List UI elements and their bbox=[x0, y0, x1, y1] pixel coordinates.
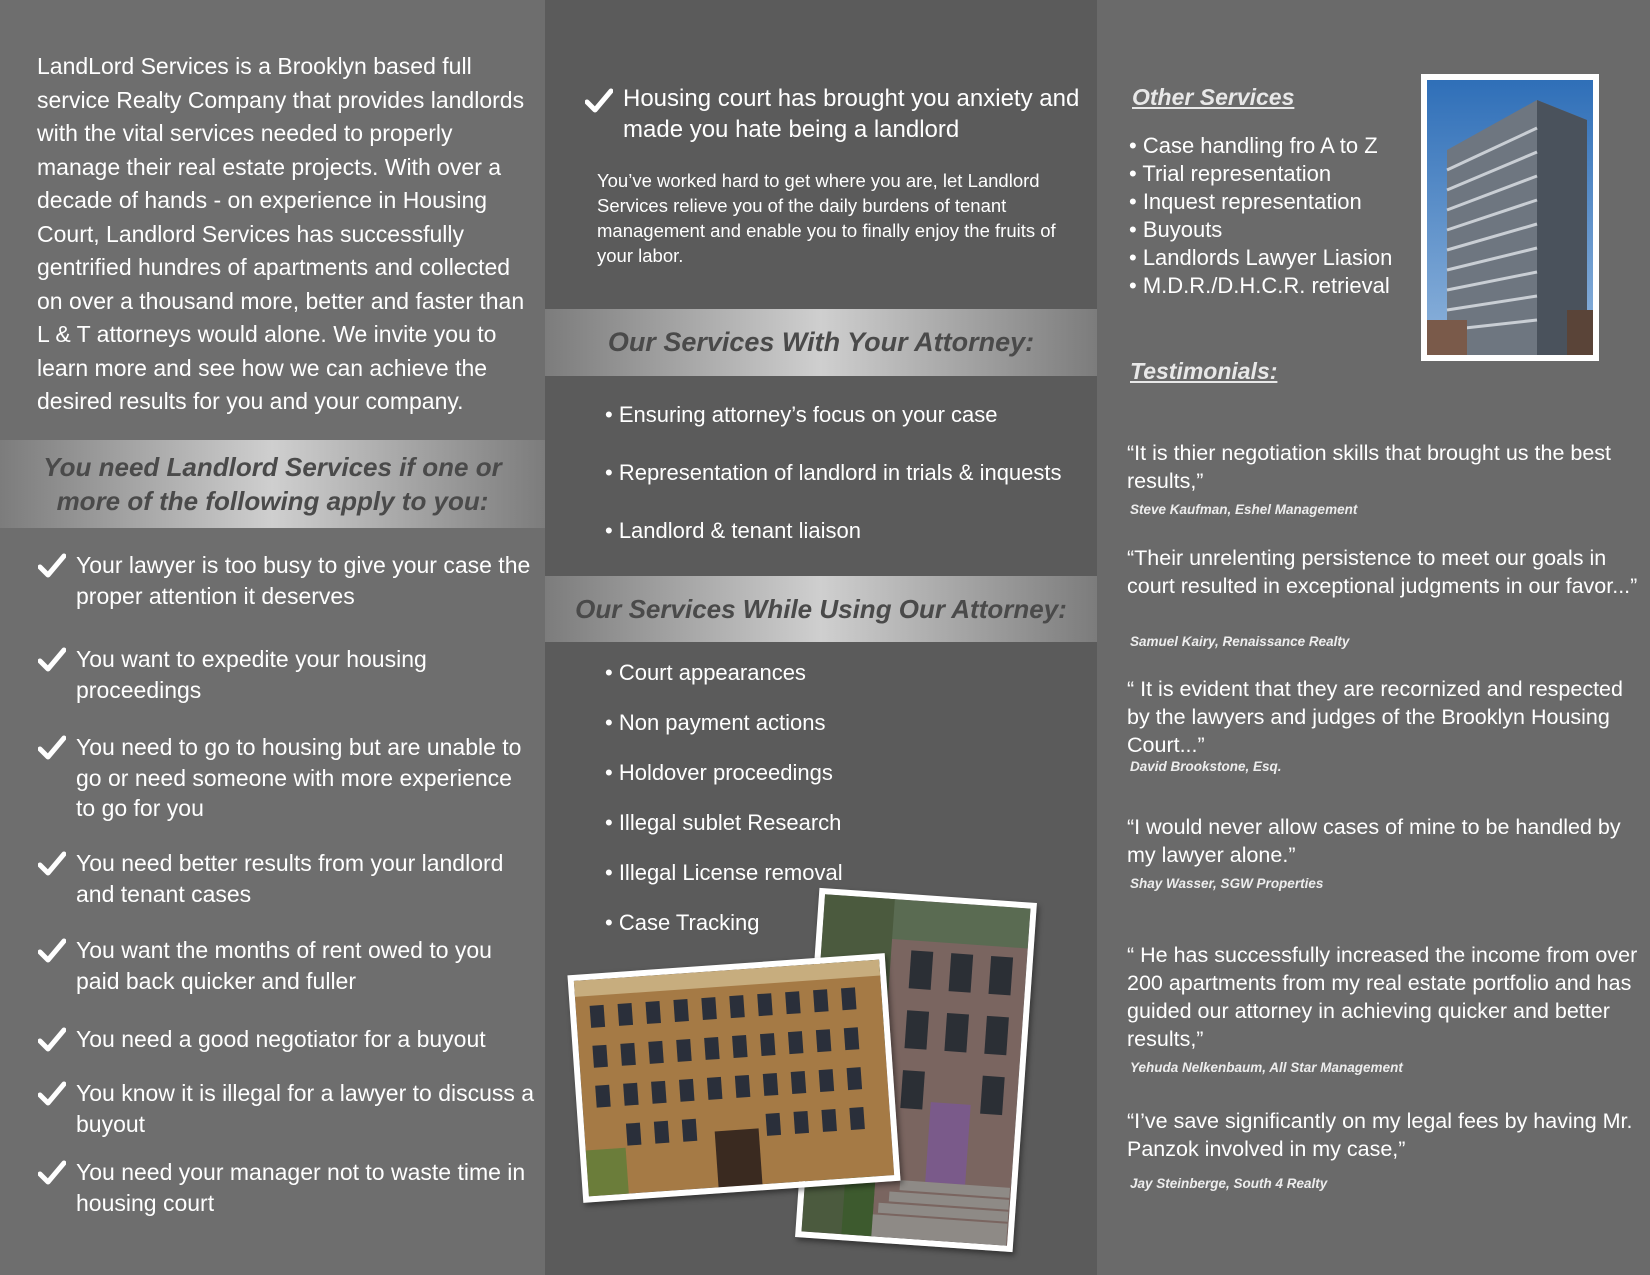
check-text: You know it is illegal for a lawyer to discuss a buyout bbox=[76, 1080, 535, 1137]
right-panel bbox=[1097, 0, 1650, 1275]
other-services-title: Other Services bbox=[1132, 84, 1295, 110]
list-item: • Buyouts bbox=[1129, 217, 1223, 242]
with-attorney-heading: Our Services With Your Attorney: bbox=[545, 309, 1097, 376]
list-item: • Court appearances bbox=[605, 660, 806, 685]
list-item: • Representation of landlord in trials & inquests bbox=[605, 460, 1062, 485]
list-item: • Case handling fro A to Z bbox=[1129, 133, 1378, 158]
check-text: You want the months of rent owed to you paid back quicker and fuller bbox=[76, 937, 492, 994]
checkmark-icon bbox=[38, 552, 66, 580]
testimonial-author: Steve Kaufman, Eshel Management bbox=[1130, 502, 1358, 517]
check-text: Your lawyer is too busy to give your case the proper attention it deserves bbox=[76, 552, 531, 609]
list-item: • Illegal License removal bbox=[605, 860, 843, 885]
testimonial-author: Jay Steinberge, South 4 Realty bbox=[1130, 1176, 1328, 1191]
testimonial-quote: “I’ve save significantly on my legal fees by having Mr. Panzok involved in my case,” bbox=[1127, 1109, 1633, 1161]
apartment-building-image bbox=[574, 960, 894, 1197]
list-item: • Illegal sublet Research bbox=[605, 810, 842, 835]
checkmark-icon bbox=[38, 850, 66, 878]
testimonial-quote: “ It is evident that they are recornized and respected by the lawyers and judges of the Brooklyn Housing Court...” bbox=[1127, 677, 1623, 757]
left-band-heading: You need Landlord Services if one or more of the following apply to you: bbox=[0, 440, 545, 528]
testimonial-author: Yehuda Nelkenbaum, All Star Management bbox=[1130, 1060, 1403, 1075]
office-tower-image bbox=[1427, 80, 1593, 355]
checkmark-icon bbox=[585, 87, 613, 115]
testimonial-quote: “ He has successfully increased the income from over 200 apartments from my real estate portfolio and has guided our attorney in achieving quicker and better results,” bbox=[1127, 943, 1638, 1051]
our-attorney-heading: Our Services While Using Our Attorney: bbox=[545, 576, 1097, 642]
left-panel bbox=[0, 0, 545, 1275]
list-item: • Trial representation bbox=[1129, 161, 1332, 186]
middle-paragraph: You’ve worked hard to get where you are, let Landlord Services relieve you of the daily burdens of tenant management and enable you to finally enjoy the fruits of your labor. bbox=[597, 170, 1056, 266]
list-item: • Case Tracking bbox=[605, 910, 760, 935]
checkmark-icon bbox=[38, 937, 66, 965]
testimonial-quote: “I would never allow cases of mine to be handled by my lawyer alone.” bbox=[1127, 815, 1621, 867]
list-item: • Non payment actions bbox=[605, 710, 826, 735]
list-item: • Inquest representation bbox=[1129, 189, 1362, 214]
list-item: • Landlords Lawyer Liasion bbox=[1129, 245, 1393, 270]
checkmark-icon bbox=[38, 1159, 66, 1187]
checkmark-icon bbox=[38, 734, 66, 762]
other-services-list bbox=[1129, 132, 1392, 300]
checkmark-icon bbox=[38, 1080, 66, 1108]
list-item: • M.D.R./D.H.C.R. retrieval bbox=[1129, 273, 1390, 298]
check-heading-text: Housing court has brought you anxiety and made you hate being a landlord bbox=[623, 85, 1080, 143]
checkmark-icon bbox=[38, 1026, 66, 1054]
testimonial-author: Shay Wasser, SGW Properties bbox=[1130, 876, 1324, 891]
check-text: You need your manager not to waste time in housing court bbox=[76, 1159, 526, 1216]
testimonial-quote: “It is thier negotiation skills that brought us the best results,” bbox=[1127, 441, 1612, 493]
list-item: • Landlord & tenant liaison bbox=[605, 518, 861, 543]
testimonial-author: Samuel Kairy, Renaissance Realty bbox=[1130, 634, 1350, 649]
check-text: You need better results from your landlord and tenant cases bbox=[76, 850, 504, 907]
intro-paragraph: LandLord Services is a Brooklyn based full service Realty Company that provides landlords with the vital services needed to properly manage their real estate projects. With over a decade of hands - on experience in Housing Court, Landlord Services has successfully gentrified hundres of apartments and collected on over a thousand more, better and faster than L & T attorneys would alone. We invite you to learn more and see how we can achieve the desired results for you and your company. bbox=[37, 53, 525, 414]
testimonials-title: Testimonials: bbox=[1130, 358, 1278, 384]
check-text: You want to expedite your housing proceedings bbox=[76, 646, 427, 703]
check-text: You need to go to housing but are unable to go or need someone with more experience to go for you bbox=[76, 734, 522, 821]
middle-panel bbox=[545, 0, 1097, 1275]
checkmark-icon bbox=[38, 646, 66, 674]
list-item: • Ensuring attorney’s focus on your case bbox=[605, 402, 998, 427]
office-tower-photo bbox=[1421, 74, 1599, 361]
list-item: • Holdover proceedings bbox=[605, 760, 833, 785]
testimonial-author: David Brookstone, Esq. bbox=[1130, 759, 1282, 774]
testimonial-quote: “Their unrelenting persistence to meet our goals in court resulted in exceptional judgments in our favor...” bbox=[1127, 546, 1638, 598]
check-text: You need a good negotiator for a buyout bbox=[76, 1026, 486, 1052]
apartment-building-photo bbox=[567, 953, 900, 1203]
